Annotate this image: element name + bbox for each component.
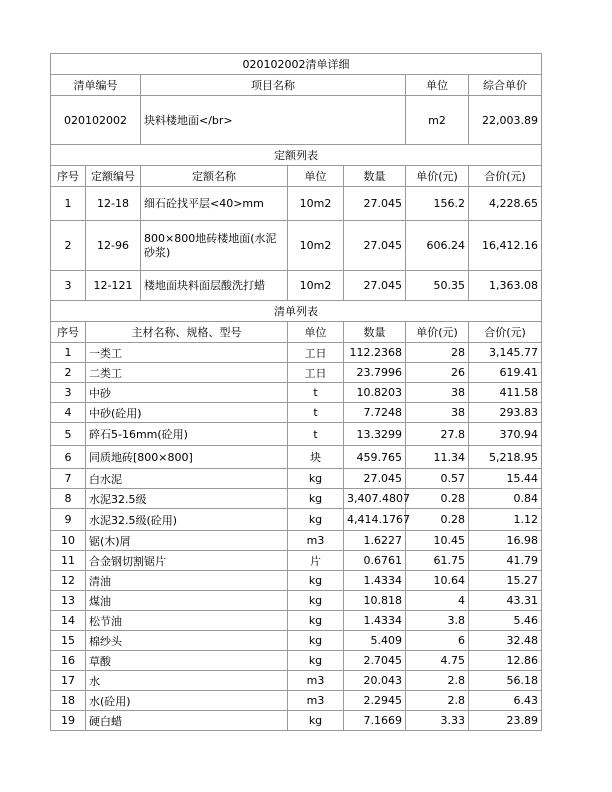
material-unit: m3 — [288, 531, 344, 551]
materials-col-unit: 单位 — [288, 322, 344, 343]
material-no: 8 — [51, 489, 86, 509]
material-qty: 13.3299 — [344, 423, 406, 446]
item-header-row — [51, 75, 542, 96]
item-price: 22,003.89 — [469, 96, 542, 145]
material-unit: 工日 — [288, 363, 344, 383]
material-unit: kg — [288, 651, 344, 671]
quota-total: 4,228.65 — [469, 187, 542, 221]
material-row — [51, 469, 542, 489]
material-total: 15.27 — [469, 571, 542, 591]
material-unit: kg — [288, 509, 344, 531]
material-total: 12.86 — [469, 651, 542, 671]
material-qty: 1.4334 — [344, 611, 406, 631]
material-row — [51, 489, 542, 509]
material-total: 3,145.77 — [469, 343, 542, 363]
material-name: 松节油 — [86, 611, 288, 631]
material-row — [51, 551, 542, 571]
quota-no: 3 — [51, 271, 86, 301]
name-label: 项目名称 — [141, 75, 406, 96]
material-unit: t — [288, 403, 344, 423]
material-price: 3.8 — [406, 611, 469, 631]
material-total: 15.44 — [469, 469, 542, 489]
material-no: 10 — [51, 531, 86, 551]
material-price: 2.8 — [406, 691, 469, 711]
material-no: 15 — [51, 631, 86, 651]
material-no: 5 — [51, 423, 86, 446]
material-name: 水泥32.5级(砼用) — [86, 509, 288, 531]
quota-no: 2 — [51, 221, 86, 271]
material-name: 草酸 — [86, 651, 288, 671]
material-no: 6 — [51, 446, 86, 469]
materials-col-price: 单价(元) — [406, 322, 469, 343]
material-unit: kg — [288, 571, 344, 591]
material-price: 27.8 — [406, 423, 469, 446]
quota-col-total: 合价(元) — [469, 166, 542, 187]
material-name: 合金钢切割锯片 — [86, 551, 288, 571]
materials-section-title: 清单列表 — [51, 301, 542, 322]
material-unit: m3 — [288, 671, 344, 691]
material-price: 10.64 — [406, 571, 469, 591]
quota-row — [51, 221, 542, 271]
material-price: 3.33 — [406, 711, 469, 731]
material-qty: 10.818 — [344, 591, 406, 611]
material-row — [51, 651, 542, 671]
material-no: 1 — [51, 343, 86, 363]
quota-code: 12-121 — [86, 271, 141, 301]
material-no: 18 — [51, 691, 86, 711]
material-qty: 2.2945 — [344, 691, 406, 711]
quota-col-code: 定额编号 — [86, 166, 141, 187]
material-unit: kg — [288, 489, 344, 509]
materials-col-no: 序号 — [51, 322, 86, 343]
quota-price: 50.35 — [406, 271, 469, 301]
material-name: 棉纱头 — [86, 631, 288, 651]
quota-price: 156.2 — [406, 187, 469, 221]
quota-col-no: 序号 — [51, 166, 86, 187]
material-qty: 2.7045 — [344, 651, 406, 671]
material-qty: 112.2368 — [344, 343, 406, 363]
material-name: 水泥32.5级 — [86, 489, 288, 509]
quota-name: 细石砼找平层<40>mm — [141, 187, 288, 221]
material-total: 56.18 — [469, 671, 542, 691]
material-unit: 工日 — [288, 343, 344, 363]
material-row — [51, 509, 542, 531]
material-total: 370.94 — [469, 423, 542, 446]
material-price: 6 — [406, 631, 469, 651]
material-total: 1.12 — [469, 509, 542, 531]
page-title: 020102002清单详细 — [51, 54, 542, 75]
material-unit: t — [288, 383, 344, 403]
item-code: 020102002 — [51, 96, 141, 145]
code-label: 清单编号 — [51, 75, 141, 96]
price-label: 综合单价 — [469, 75, 542, 96]
material-total: 0.84 — [469, 489, 542, 509]
material-row — [51, 611, 542, 631]
quota-col-name: 定额名称 — [141, 166, 288, 187]
material-price: 10.45 — [406, 531, 469, 551]
material-price: 0.28 — [406, 509, 469, 531]
material-qty: 4,414.1767 — [344, 509, 406, 531]
quota-qty: 27.045 — [344, 271, 406, 301]
material-price: 61.75 — [406, 551, 469, 571]
material-row — [51, 631, 542, 651]
material-no: 11 — [51, 551, 86, 571]
material-price: 4.75 — [406, 651, 469, 671]
material-total: 411.58 — [469, 383, 542, 403]
quota-no: 1 — [51, 187, 86, 221]
quota-header-row — [51, 166, 542, 187]
material-unit: kg — [288, 631, 344, 651]
material-no: 12 — [51, 571, 86, 591]
material-name: 清油 — [86, 571, 288, 591]
material-qty: 459.765 — [344, 446, 406, 469]
material-qty: 1.6227 — [344, 531, 406, 551]
material-row — [51, 403, 542, 423]
material-qty: 20.043 — [344, 671, 406, 691]
material-price: 11.34 — [406, 446, 469, 469]
material-total: 41.79 — [469, 551, 542, 571]
material-price: 0.57 — [406, 469, 469, 489]
materials-col-total: 合价(元) — [469, 322, 542, 343]
material-total: 32.48 — [469, 631, 542, 651]
material-price: 28 — [406, 343, 469, 363]
material-total: 619.41 — [469, 363, 542, 383]
material-name: 硬白蜡 — [86, 711, 288, 731]
material-name: 白水泥 — [86, 469, 288, 489]
quota-col-qty: 数量 — [344, 166, 406, 187]
material-total: 5,218.95 — [469, 446, 542, 469]
materials-header-row — [51, 322, 542, 343]
material-price: 38 — [406, 383, 469, 403]
material-qty: 10.8203 — [344, 383, 406, 403]
quota-name: 楼地面块料面层酸洗打蜡 — [141, 271, 288, 301]
material-qty: 5.409 — [344, 631, 406, 651]
material-name: 中砂(砼用) — [86, 403, 288, 423]
quota-qty: 27.045 — [344, 221, 406, 271]
quota-total: 1,363.08 — [469, 271, 542, 301]
material-qty: 1.4334 — [344, 571, 406, 591]
material-unit: 片 — [288, 551, 344, 571]
material-total: 6.43 — [469, 691, 542, 711]
material-name: 二类工 — [86, 363, 288, 383]
material-qty: 7.7248 — [344, 403, 406, 423]
material-total: 43.31 — [469, 591, 542, 611]
material-row — [51, 423, 542, 446]
material-no: 9 — [51, 509, 86, 531]
material-qty: 23.7996 — [344, 363, 406, 383]
material-row — [51, 363, 542, 383]
quota-section-title: 定额列表 — [51, 145, 542, 166]
materials-col-qty: 数量 — [344, 322, 406, 343]
material-name: 锯(木)屑 — [86, 531, 288, 551]
material-name: 碎石5-16mm(砼用) — [86, 423, 288, 446]
material-total: 293.83 — [469, 403, 542, 423]
quota-row — [51, 271, 542, 301]
material-total: 5.46 — [469, 611, 542, 631]
quota-name: 800×800地砖楼地面(水泥砂浆) — [141, 221, 288, 271]
material-row — [51, 571, 542, 591]
quota-code: 12-96 — [86, 221, 141, 271]
material-row — [51, 691, 542, 711]
quota-total: 16,412.16 — [469, 221, 542, 271]
unit-label: 单位 — [406, 75, 469, 96]
quota-section-row — [51, 145, 542, 166]
material-no: 7 — [51, 469, 86, 489]
material-no: 2 — [51, 363, 86, 383]
item-unit: m2 — [406, 96, 469, 145]
material-no: 13 — [51, 591, 86, 611]
material-total: 23.89 — [469, 711, 542, 731]
material-unit: kg — [288, 591, 344, 611]
quota-code: 12-18 — [86, 187, 141, 221]
material-price: 0.28 — [406, 489, 469, 509]
quota-unit: 10m2 — [288, 221, 344, 271]
material-price: 4 — [406, 591, 469, 611]
material-row — [51, 671, 542, 691]
material-no: 3 — [51, 383, 86, 403]
material-price: 2.8 — [406, 671, 469, 691]
material-unit: t — [288, 423, 344, 446]
material-unit: kg — [288, 469, 344, 489]
quota-price: 606.24 — [406, 221, 469, 271]
bill-detail-table — [50, 53, 542, 731]
material-name: 同质地砖[800×800] — [86, 446, 288, 469]
material-name: 一类工 — [86, 343, 288, 363]
quota-unit: 10m2 — [288, 187, 344, 221]
material-qty: 27.045 — [344, 469, 406, 489]
item-row — [51, 96, 542, 145]
material-name: 中砂 — [86, 383, 288, 403]
material-unit: m3 — [288, 691, 344, 711]
material-row — [51, 591, 542, 611]
quota-col-unit: 单位 — [288, 166, 344, 187]
quota-qty: 27.045 — [344, 187, 406, 221]
quota-col-price: 单价(元) — [406, 166, 469, 187]
material-no: 14 — [51, 611, 86, 631]
material-row — [51, 531, 542, 551]
material-price: 38 — [406, 403, 469, 423]
item-name: 块料楼地面</br> — [141, 96, 406, 145]
material-name: 水(砼用) — [86, 691, 288, 711]
material-no: 19 — [51, 711, 86, 731]
material-row — [51, 446, 542, 469]
material-qty: 3,407.4807 — [344, 489, 406, 509]
material-name: 水 — [86, 671, 288, 691]
material-no: 4 — [51, 403, 86, 423]
material-unit: 块 — [288, 446, 344, 469]
materials-section-row — [51, 301, 542, 322]
material-row — [51, 343, 542, 363]
material-name: 煤油 — [86, 591, 288, 611]
material-unit: kg — [288, 611, 344, 631]
material-no: 16 — [51, 651, 86, 671]
material-qty: 0.6761 — [344, 551, 406, 571]
material-qty: 7.1669 — [344, 711, 406, 731]
material-total: 16.98 — [469, 531, 542, 551]
title-row — [51, 54, 542, 75]
materials-col-name: 主材名称、规格、型号 — [86, 322, 288, 343]
material-row — [51, 711, 542, 731]
material-price: 26 — [406, 363, 469, 383]
material-no: 17 — [51, 671, 86, 691]
material-unit: kg — [288, 711, 344, 731]
quota-unit: 10m2 — [288, 271, 344, 301]
material-row — [51, 383, 542, 403]
quota-row — [51, 187, 542, 221]
